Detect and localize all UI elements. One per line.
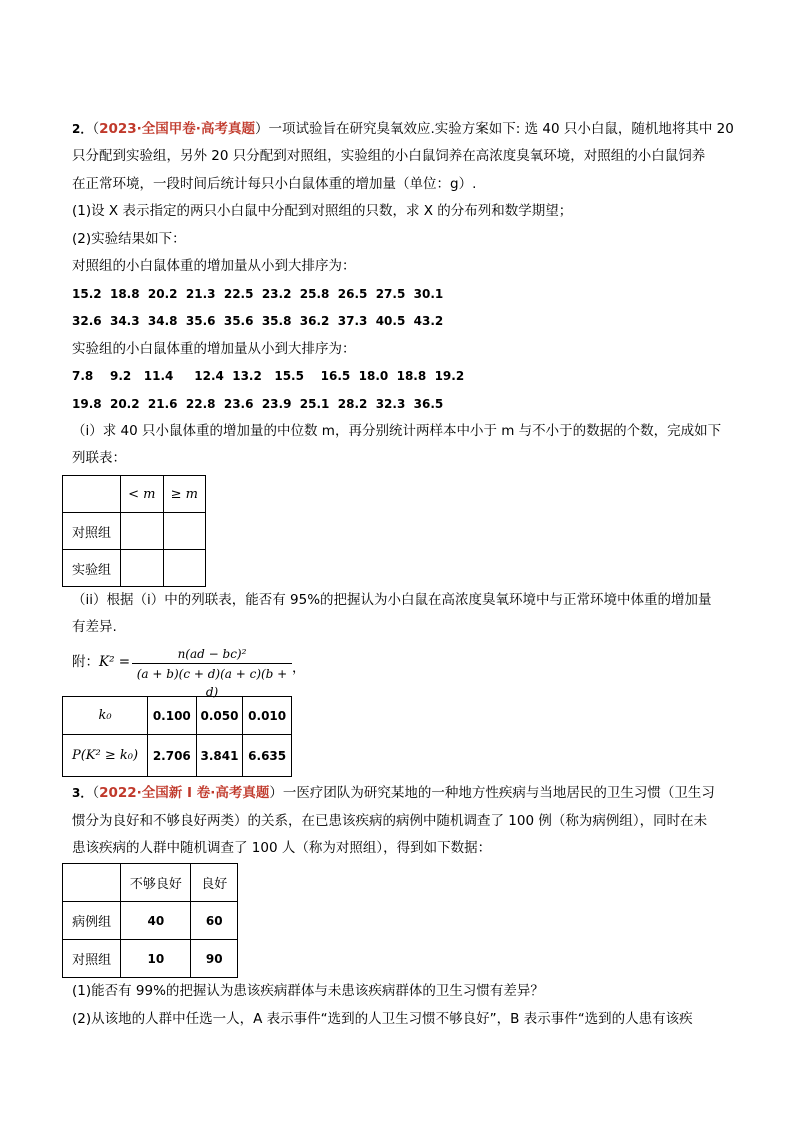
table-corner-cell [63, 864, 121, 902]
fraction-bar [132, 663, 292, 664]
formula-denominator: (a + b)(c + d)(a + c)(b + d) [136, 667, 288, 699]
q2-control-row2: 32.6 34.3 34.8 35.6 35.6 35.8 36.2 37.3 40.5 43.2 [72, 314, 444, 328]
q3-paren-close: ） [269, 785, 283, 801]
table-header-ge-m: ≥ m [163, 476, 205, 513]
table-header-good: 良好 [191, 864, 238, 902]
q2-part1: (1)设 X 表示指定的两只小白鼠中分配到对照组的只数，求 X 的分布列和数学期望； [72, 203, 573, 219]
k-value: 0.010 [243, 697, 292, 735]
table-cell: 10 [121, 940, 191, 978]
q2-part2: (2)实验结果如下： [72, 231, 186, 247]
k-value: 0.050 [196, 697, 243, 735]
q2-heading-line [72, 119, 734, 139]
q3-line3: 患该疾病的人群中随机调查了 100 人（称为对照组），得到如下数据： [72, 840, 492, 856]
row-label-control: 对照组 [63, 940, 121, 978]
q2-control-title: 对照组的小白鼠体重的增加量从小到大排序为： [72, 258, 356, 274]
q2-sub-i-line1: （i）求 40 只小鼠体重的增加量的中位数 m，再分别统计两样本中小于 m 与不小于的数据的个数，完成如下 [72, 423, 722, 439]
q2-exp-row1: 7.8 9.2 11.4 12.4 13.2 15.5 16.5 18.0 18.8 19.2 [72, 369, 465, 383]
table-cell [121, 513, 163, 550]
table-header-row [63, 476, 206, 513]
table-cell [163, 513, 205, 550]
table-header-not-good: 不够良好 [121, 864, 191, 902]
q2-source: 2023·全国甲卷·高考真题 [99, 121, 255, 137]
formula-tail: ， [292, 660, 306, 676]
q2-contingency-table [62, 475, 206, 587]
q2-sub-ii-line1: （ii）根据（i）中的列联表，能否有 95%的把握认为小白鼠在高浓度臭氧环境中与正常环境中体重的增加量 [72, 592, 712, 608]
table-corner-cell [63, 476, 121, 513]
q3-line1-text: 一医疗团队为研究某地的一种地方性疾病与当地居民的卫生习惯（卫生习 [282, 785, 715, 801]
q3-part2: (2)从该地的人群中任选一人，A 表示事件“选到的人卫生习惯不够良好”，B 表示事件“选到的人患有该疾 [72, 1011, 693, 1027]
row-label-case: 病例组 [63, 902, 121, 940]
k-value: 0.100 [147, 697, 196, 735]
k0-label: k₀ [63, 697, 148, 735]
q2-number: 2． [72, 122, 93, 136]
q3-heading-line [72, 783, 715, 803]
formula-line [72, 650, 130, 670]
table-row [63, 697, 292, 735]
q2-sub-ii-line2: 有差异. [72, 619, 117, 635]
q3-data-table [62, 863, 238, 978]
p-value: 3.841 [196, 735, 243, 777]
table-cell [163, 550, 205, 587]
q3-paren-open: （ [92, 785, 100, 801]
q2-control-row1: 15.2 18.8 20.2 21.3 22.5 23.2 25.8 26.5 27.5 30.1 [72, 287, 444, 301]
q3-part1: (1)能否有 99%的把握认为患该疾病群体与未患该疾病群体的卫生习惯有差异？ [72, 983, 544, 999]
p-value: 6.635 [243, 735, 292, 777]
probability-label: P(K² ≥ k₀) [63, 735, 148, 777]
formula-fraction [132, 646, 292, 699]
table-row [63, 550, 206, 587]
table-cell: 90 [191, 940, 238, 978]
table-row [63, 940, 238, 978]
formula-lhs: K² = [99, 654, 131, 670]
q2-exp-title: 实验组的小白鼠体重的增加量从小到大排序为： [72, 341, 356, 357]
formula-numerator: n(ad − bc)² [177, 647, 247, 661]
table-cell: 60 [191, 902, 238, 940]
q2-exp-row2: 19.8 20.2 21.6 22.8 23.6 23.9 25.1 28.2 32.3 36.5 [72, 397, 444, 411]
q2-sub-i-line2: 列联表： [72, 450, 126, 466]
table-row [63, 902, 238, 940]
critical-value-table [62, 696, 292, 777]
q2-paren-close: ） [254, 121, 269, 137]
q2-line3: 在正常环境，一段时间后统计每只小白鼠体重的增加量（单位：g）. [72, 176, 477, 192]
q3-number: 3． [72, 786, 93, 800]
table-header-lt-m: < m [121, 476, 163, 513]
q2-paren-open: （ [92, 121, 100, 137]
table-cell: 40 [121, 902, 191, 940]
q3-source: 2022·全国新 I 卷·高考真题 [99, 785, 270, 801]
q2-line1-text: 一项试验旨在研究臭氧效应.实验方案如下: 选 40 只小白鼠，随机地将其中 20 [268, 121, 734, 137]
table-row [63, 735, 292, 777]
table-cell [121, 550, 163, 587]
table-header-row [63, 864, 238, 902]
formula-label: 附： [72, 654, 99, 670]
q2-line2: 只分配到实验组，另外 20 只分配到对照组，实验组的小白鼠饲养在高浓度臭氧环境，对照组的小白鼠饲养 [72, 148, 706, 164]
row-label-experiment: 实验组 [63, 550, 121, 587]
row-label-control: 对照组 [63, 513, 121, 550]
table-row [63, 513, 206, 550]
p-value: 2.706 [147, 735, 196, 777]
q3-line2: 惯分为良好和不够良好两类）的关系，在已患该疾病的病例中随机调查了 100 例（称为病例组），同时在未 [72, 813, 708, 829]
